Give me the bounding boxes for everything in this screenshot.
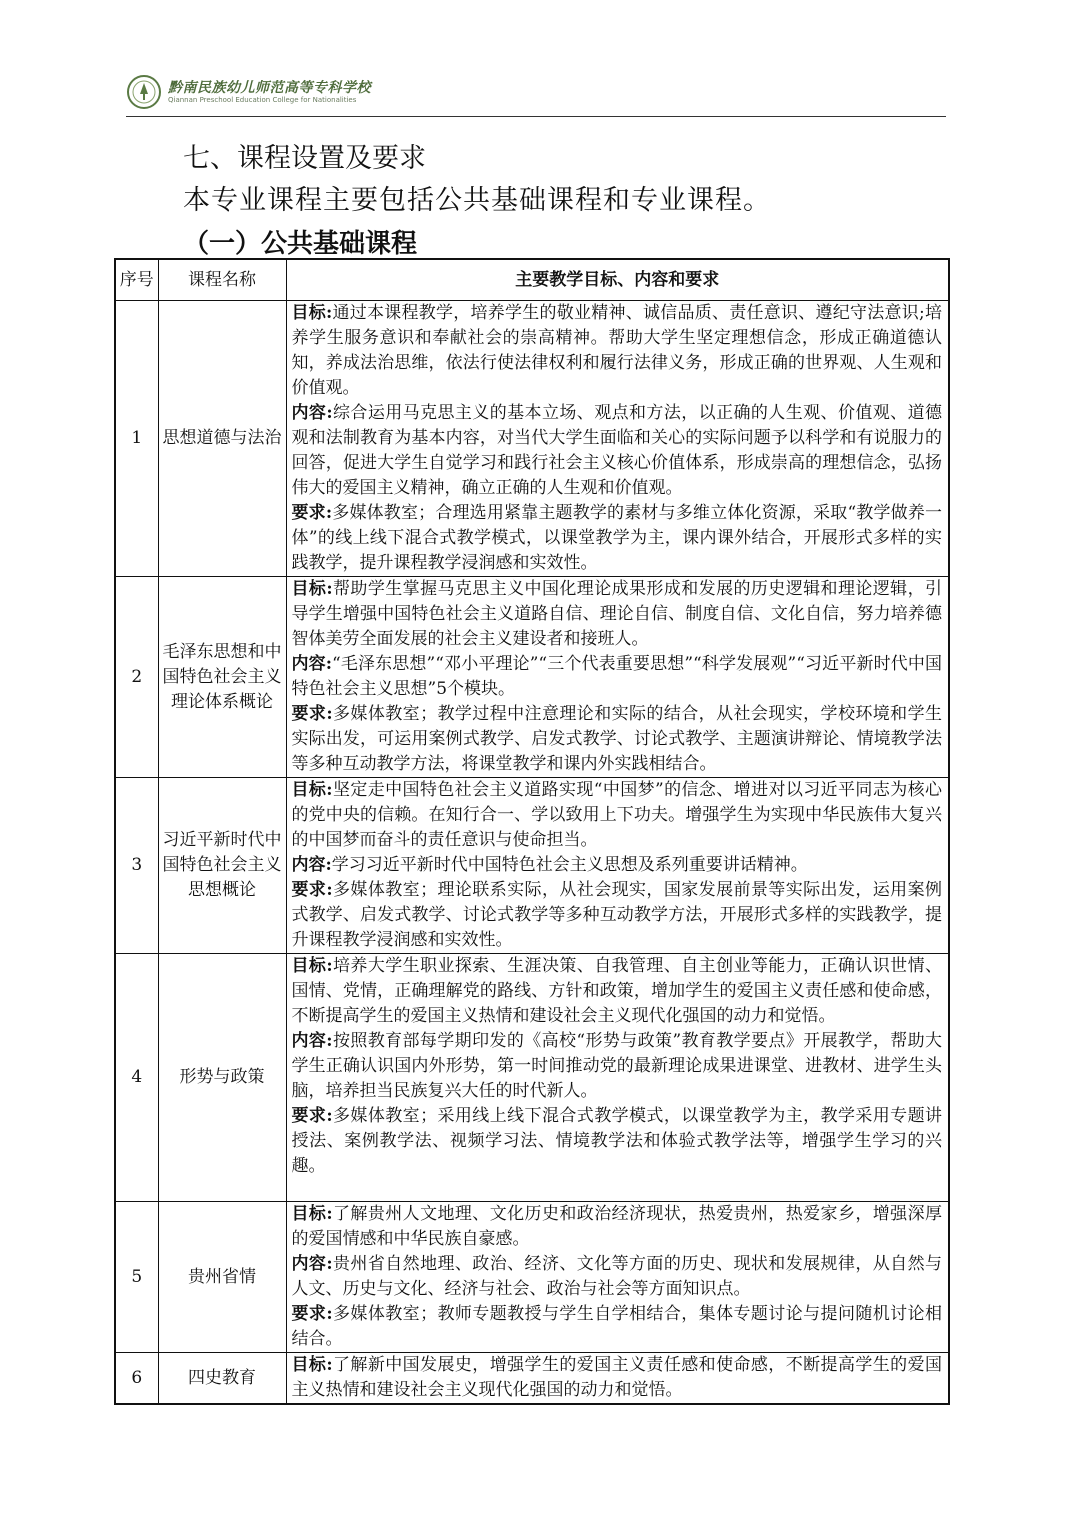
school-name-en: Qiannan Preschool Education College for Nationalities xyxy=(168,96,357,104)
intro-paragraph: 本专业课程主要包括公共基础课程和专业课程。 xyxy=(183,185,771,216)
goal-text: 坚定走中国特色社会主义道路实现“中国梦”的信念、增进对以习近平同志为核心的党中央的信赖。在知行合一、学以致用上下功夫。增强学生为实现中华民族伟大复兴的中国梦而奋斗的责任意识与使命担当。 xyxy=(291,780,942,850)
goal-label: 目标: xyxy=(291,780,333,800)
course-requirements xyxy=(286,301,949,577)
course-requirements xyxy=(286,954,949,1202)
course-name: 毛泽东思想和中国特色社会主义理论体系概论 xyxy=(158,577,286,778)
goal-section xyxy=(292,778,943,853)
requirement-text: 多媒体教室；理论联系实际，从社会现实，国家发展前景等实际出发，运用案例式教学、启发式教学、讨论式教学等多种互动教学方法，开展形式多样的实践教学，提升课程教学浸润感和实效性。 xyxy=(291,880,943,950)
goal-text: 通过本课程教学，培养学生的敬业精神、诚信品质、责任意识、遵纪守法意识;培养学生服务意识和奉献社会的崇高精神。帮助大学生坚定理想信念，形成正确道德认知，养成法治思维，依法行使法律权利和履行法律义务，形成正确的世界观、人生观和价值观。 xyxy=(291,303,942,398)
requirement-label: 要求: xyxy=(291,704,333,724)
table-row xyxy=(115,1353,949,1405)
course-name: 习近平新时代中国特色社会主义思想概论 xyxy=(158,778,286,954)
goal-text: 了解新中国发展史，增强学生的爱国主义责任感和使命感，不断提高学生的爱国主义热情和建设社会主义现代化强国的动力和觉悟。 xyxy=(291,1355,943,1400)
goal-label: 目标: xyxy=(291,303,333,323)
requirement-text: 多媒体教室；采用线上线下混合式教学模式，以课堂教学为主，教学采用专题讲授法、案例教学法、视频学习法、情境教学法和体验式教学法等，增强学生学习的兴趣。 xyxy=(291,1106,943,1176)
table-row xyxy=(115,577,949,778)
table-row xyxy=(115,778,949,954)
requirement-section xyxy=(292,1104,943,1179)
content-label: 内容: xyxy=(291,1031,333,1051)
goal-label: 目标: xyxy=(291,1204,333,1224)
course-name: 贵州省情 xyxy=(158,1202,286,1353)
goal-section xyxy=(292,577,943,652)
header-requirements: 主要教学目标、内容和要求 xyxy=(286,259,949,301)
table-header-row xyxy=(115,259,949,301)
content-text: 贵州省自然地理、政治、经济、文化等方面的历史、现状和发展规律，从自然与人文、历史与文化、经济与社会、政治与社会等方面知识点。 xyxy=(291,1254,943,1299)
row-number: 1 xyxy=(115,301,158,577)
content-section xyxy=(292,652,943,702)
table-row xyxy=(115,954,949,1202)
course-table xyxy=(114,258,950,1405)
subsection-title: （一）公共基础课程 xyxy=(183,229,418,259)
goal-text: 了解贵州人文地理、文化历史和政治经济现状，热爱贵州，热爱家乡，增强深厚的爱国情感和中华民族自豪感。 xyxy=(291,1204,943,1249)
goal-section xyxy=(292,301,943,401)
requirement-label: 要求: xyxy=(291,1304,333,1324)
requirement-label: 要求: xyxy=(291,503,333,523)
content-section xyxy=(292,401,943,501)
goal-section xyxy=(292,1353,943,1403)
course-name: 四史教育 xyxy=(158,1353,286,1405)
requirement-text: 多媒体教室；教学过程中注意理论和实际的结合，从社会现实，学校环境和学生实际出发，可运用案例式教学、启发式教学、讨论式教学、主题演讲辩论、情境教学法等多种互动教学方法，将课堂教学和课内外实践相结合。 xyxy=(291,704,943,774)
course-requirements xyxy=(286,1202,949,1353)
table-row xyxy=(115,301,949,577)
requirement-section xyxy=(292,878,943,953)
content-section xyxy=(292,853,943,878)
goal-text: 培养大学生职业探索、生涯决策、自我管理、自主创业等能力，正确认识世情、国情、党情，正确理解党的路线、方针和政策，增加学生的爱国主义责任感和使命感，不断提高学生的爱国主义热情和建设社会主义现代化强国的动力和觉悟。 xyxy=(291,956,943,1026)
course-requirements xyxy=(286,1353,949,1405)
content-label: 内容: xyxy=(291,654,333,674)
content-section xyxy=(292,1252,943,1302)
course-requirements xyxy=(286,778,949,954)
goal-label: 目标: xyxy=(291,1355,333,1375)
row-number: 4 xyxy=(115,954,158,1202)
row-number: 3 xyxy=(115,778,158,954)
requirement-section xyxy=(292,1302,943,1352)
school-name-cn: 黔南民族幼儿师范高等专科学校 xyxy=(168,80,371,96)
goal-section xyxy=(292,1202,943,1252)
requirement-text: 多媒体教室；合理选用紧靠主题教学的素材与多维立体化资源，采取“教学做养一体”的线上线下混合式教学模式，以课堂教学为主，课内课外结合，开展形式多样的实践教学，提升课程教学浸润感和实效性。 xyxy=(291,503,942,573)
content-text: 学习习近平新时代中国特色社会主义思想及系列重要讲话精神。 xyxy=(331,855,808,875)
requirement-label: 要求: xyxy=(291,1106,333,1126)
requirement-section xyxy=(292,702,943,777)
header-no: 序号 xyxy=(115,259,158,301)
course-name: 思想道德与法治 xyxy=(158,301,286,577)
school-emblem-icon xyxy=(126,74,162,110)
content-label: 内容: xyxy=(291,855,332,875)
requirement-section xyxy=(292,501,943,576)
goal-label: 目标: xyxy=(291,579,333,599)
content-label: 内容: xyxy=(291,1254,333,1274)
goal-text: 帮助学生掌握马克思主义中国化理论成果形成和发展的历史逻辑和理论逻辑，引导学生增强中国特色社会主义道路自信、理论自信、制度自信、文化自信，努力培养德智体美劳全面发展的社会主义建设者和接班人。 xyxy=(291,579,943,649)
requirement-label: 要求: xyxy=(291,880,333,900)
content-text: 按照教育部每学期印发的《高校“形势与政策”教育教学要点》开展教学，帮助大学生正确认识国内外形势，第一时间推动党的最新理论成果进课堂、进教材、进学生头脑，培养担当民族复兴大任的时代新人。 xyxy=(291,1031,942,1101)
requirement-text: 多媒体教室；教师专题教授与学生自学相结合，集体专题讨论与提问随机讨论相结合。 xyxy=(291,1304,943,1349)
row-number: 6 xyxy=(115,1353,158,1405)
course-requirements xyxy=(286,577,949,778)
table-row xyxy=(115,1202,949,1353)
goal-section xyxy=(292,954,943,1029)
content-label: 内容: xyxy=(291,403,333,423)
section-title: 七、课程设置及要求 xyxy=(183,143,426,174)
course-name: 形势与政策 xyxy=(158,954,286,1202)
content-section xyxy=(292,1029,943,1104)
row-number: 2 xyxy=(115,577,158,778)
content-text: 综合运用马克思主义的基本立场、观点和方法，以正确的人生观、价值观、道德观和法制教育为基本内容，对当代大学生面临和关心的实际问题予以科学和有说服力的回答，促进大学生自觉学习和践行社会主义核心价值体系，形成崇高的理想信念，弘扬伟大的爱国主义精神，确立正确的人生观和价值观。 xyxy=(291,403,943,498)
page-header xyxy=(126,72,946,117)
header-course-name: 课程名称 xyxy=(158,259,286,301)
row-number: 5 xyxy=(115,1202,158,1353)
content-text: “毛泽东思想”“邓小平理论”“三个代表重要思想”“科学发展观”“习近平新时代中国特色社会主义思想”5个模块。 xyxy=(291,654,942,699)
goal-label: 目标: xyxy=(291,956,333,976)
